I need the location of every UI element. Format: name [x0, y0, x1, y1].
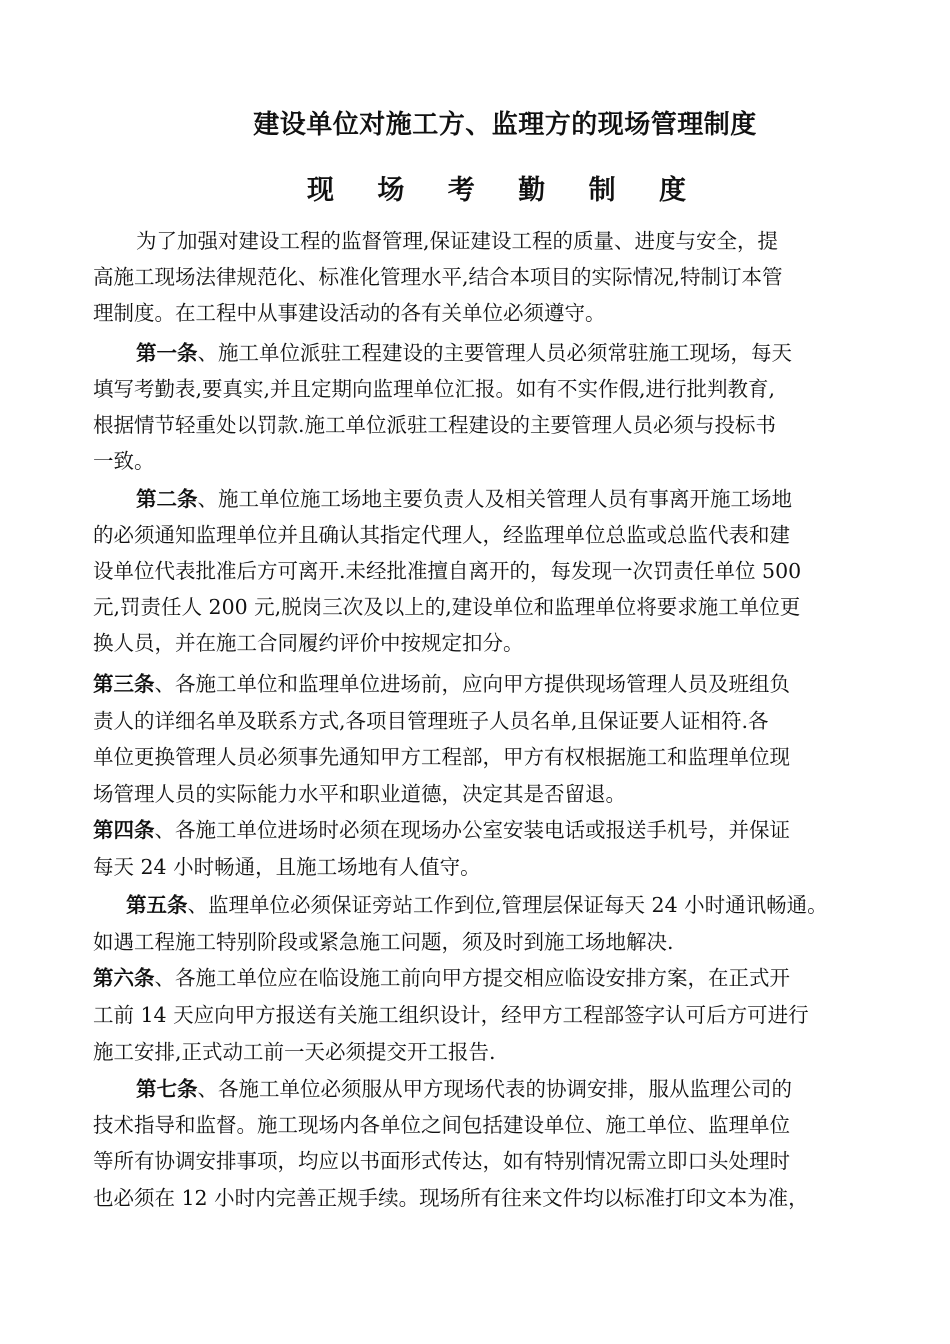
article-4-line: 每天 24 小时畅通，且施工场地有人值守。: [93, 855, 481, 879]
article-2-line: 元,罚责任人 200 元,脱岗三次及以上的,建设单位和监理单位将要求施工单位更: [93, 595, 801, 619]
intro-line: 高施工现场法律规范化、标准化管理水平,结合本项目的实际情况,特制订本管: [93, 265, 783, 289]
article-text: 、各施工单位进场时必须在现场办公室安装电话或报送手机号，并保证: [154, 818, 790, 842]
article-7-line: 技术指导和监督。施工现场内各单位之间包括建设单位、施工单位、监理单位: [93, 1113, 790, 1137]
article-text: 、监理单位必须保证旁站工作到位,管理层保证每天 24 小时通讯畅通。: [187, 893, 828, 917]
article-3-line: 责人的详细名单及联系方式,各项目管理班子人员名单,且保证要人证相符.各: [93, 709, 769, 733]
article-1-line: 根据情节轻重处以罚款.施工单位派驻工程建设的主要管理人员必须与投标书: [93, 413, 777, 437]
article-3-line: [93, 670, 790, 698]
article-2-line: 换人员，并在施工合同履约评价中按规定扣分。: [93, 631, 524, 655]
article-5-line: 如遇工程施工特别阶段或紧急施工问题，须及时到施工场地解决.: [93, 930, 674, 954]
section-title: 现 场 考 勤 制 度: [307, 175, 703, 206]
article-2-line: [136, 485, 792, 513]
article-6-line: [93, 964, 790, 992]
article-4-line: [93, 816, 790, 844]
article-text: 、各施工单位和监理单位进场前，应向甲方提供现场管理人员及班组负: [154, 672, 790, 696]
article-text: 、各施工单位必须服从甲方现场代表的协调安排，服从监理公司的: [197, 1077, 792, 1101]
intro-line: 为了加强对建设工程的监督管理,保证建设工程的质量、进度与安全，提: [136, 229, 779, 253]
article-1-line: 一致。: [93, 449, 155, 473]
article-label: 第二条: [136, 487, 198, 511]
article-label: 第七条: [136, 1077, 198, 1101]
article-text: 、施工单位派驻工程建设的主要管理人员必须常驻施工现场，每天: [197, 341, 792, 365]
article-6-line: 工前 14 天应向甲方报送有关施工组织设计，经甲方工程部签字认可后方可进行: [93, 1003, 809, 1027]
article-label: 第一条: [136, 341, 198, 365]
article-text: 、各施工单位应在临设施工前向甲方提交相应临设安排方案，在正式开: [154, 966, 790, 990]
article-7-line: 等所有协调安排事项，均应以书面形式传达，如有特别情况需立即口头处理时: [93, 1149, 790, 1173]
article-1-line: [136, 339, 792, 367]
article-label: 第五条: [126, 893, 188, 917]
article-label: 第四条: [93, 818, 155, 842]
article-label: 第三条: [93, 672, 155, 696]
article-2-line: 的必须通知监理单位并且确认其指定代理人，经监理单位总监或总监代表和建: [93, 523, 790, 547]
article-text: 、施工单位施工场地主要负责人及相关管理人员有事离开施工场地: [197, 487, 792, 511]
article-label: 第六条: [93, 966, 155, 990]
intro-line: 理制度。在工程中从事建设活动的各有关单位必须遵守。: [93, 301, 606, 325]
article-3-line: 单位更换管理人员必须事先通知甲方工程部，甲方有权根据施工和监理单位现: [93, 745, 790, 769]
article-7-line: [136, 1075, 792, 1103]
document-title: 建设单位对施工方、监理方的现场管理制度: [253, 110, 757, 140]
article-7-line: 也必须在 12 小时内完善正规手续。现场所有往来文件均以标准打印文本为准，: [93, 1186, 809, 1210]
article-3-line: 场管理人员的实际能力水平和职业道德，决定其是否留退。: [93, 782, 626, 806]
article-2-line: 设单位代表批准后方可离开.未经批准擅自离开的，每发现一次罚责任单位 500: [93, 559, 802, 583]
article-5-line: [126, 891, 828, 919]
article-6-line: 施工安排,正式动工前一天必须提交开工报告.: [93, 1040, 496, 1064]
article-1-line: 填写考勤表,要真实,并且定期向监理单位汇报。如有不实作假,进行批判教育,: [93, 377, 776, 401]
